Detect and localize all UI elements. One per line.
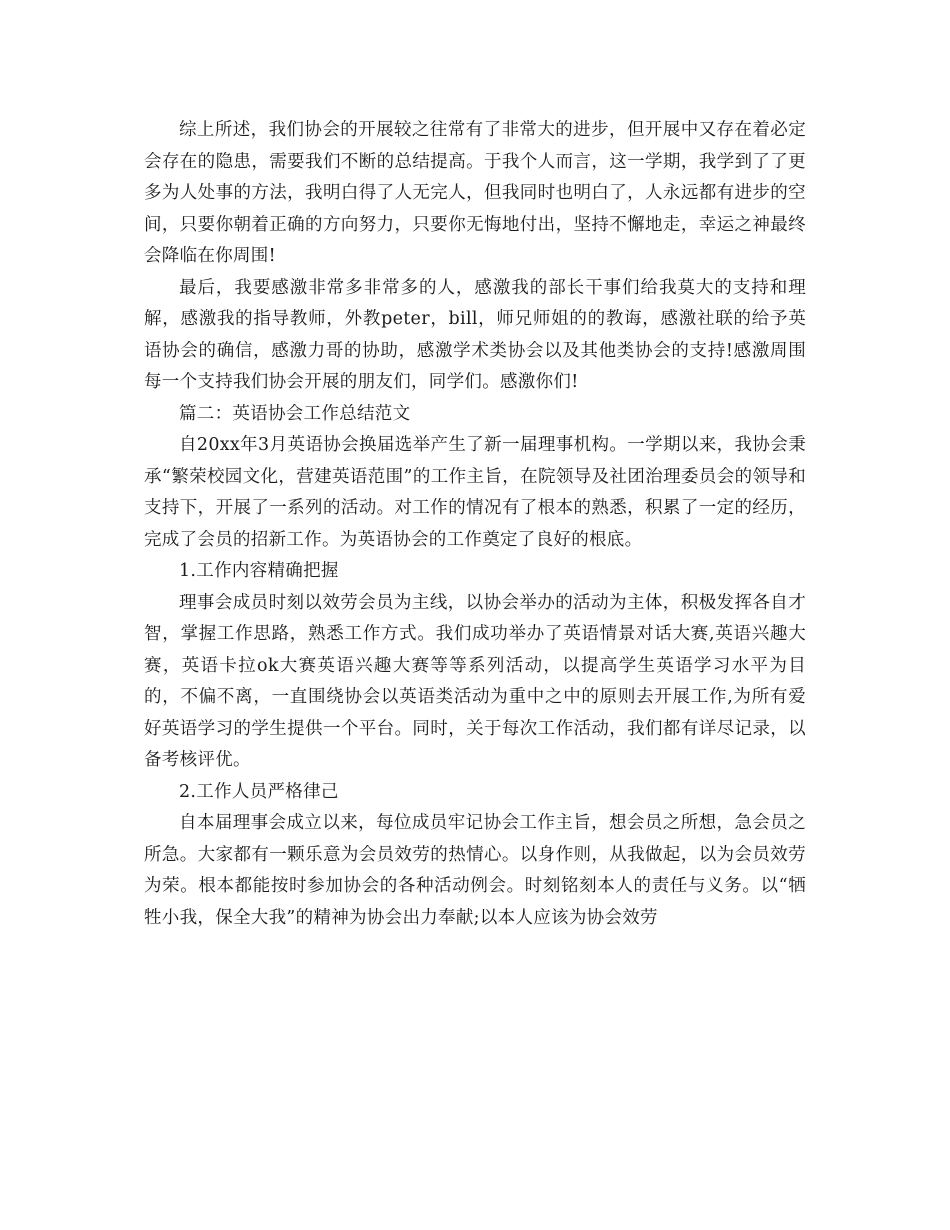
paragraph-staff-discipline: 自本届理事会成立以来，每位成员牢记协会工作主旨，想会员之所想，急会员之所急。大家都有一颗乐意为会员效劳的热情心。以身作则，从我做起，以为会员效劳为荣。根本都能按时参加协会的各种活动例会。时刻铭刻本人的责任与义务。以“牺牲小我，保全大我”的精神为协会出力奉献;以本人应该为协会效劳	[144, 813, 806, 928]
paragraph-summary: 综上所述，我们协会的开展较之往常有了非常大的进步，但开展中又存在着必定会存在的隐患，需要我们不断的总结提高。于我个人而言，这一学期，我学到了了更多为人处事的方法，我明白得了人无完人，但我同时也明白了，人永远都有进步的空间，只要你朝着正确的方向努力，只要你无悔地付出，坚持不懈地走，幸运之神最终会降临在你周围!	[144, 120, 806, 266]
subheading-work-content: 1.工作内容精确把握	[179, 561, 339, 581]
document-body	[144, 115, 806, 934]
paragraph-intro: 自20xx年3月英语协会换届选举产生了新一届理事机构。一学期以来，我协会秉承“繁荣校园文化，营建英语范围”的工作主旨，在院领导及社团治理委员会的领导和支持下，开展了一系列的活动。对工作的情况有了根本的熟悉，积累了一定的经历，完成了会员的招新工作。为英语协会的工作奠定了良好的根底。	[144, 435, 806, 550]
paragraph-work-content: 理事会成员时刻以效劳会员为主线，以协会举办的活动为主体，积极发挥各自才智，掌握工作思路，熟悉工作方式。我们成功举办了英语情景对话大赛,英语兴趣大赛，英语卡拉ok大赛英语兴趣大赛等等系列活动，以提高学生英语学习水平为目的，不偏不离，一直围绕协会以英语类活动为重中之中的原则去开展工作,为所有爱好英语学习的学生提供一个平台。同时，关于每次工作活动，我们都有详尽记录，以备考核评优。	[144, 592, 806, 770]
paragraph-thanks: 最后，我要感激非常多非常多的人，感激我的部长干事们给我莫大的支持和理解，感激我的指导教师，外教peter，bill，师兄师姐的的教诲，感激社联的给予英语协会的确信，感激力哥的协助，感激学术类协会以及其他类协会的支持!感激周围每一个支持我们协会开展的朋友们，同学们。感激你们!	[144, 277, 806, 392]
subheading-staff-discipline: 2.工作人员严格律己	[179, 781, 339, 802]
section-heading: 篇二：英语协会工作总结范文	[179, 403, 411, 424]
